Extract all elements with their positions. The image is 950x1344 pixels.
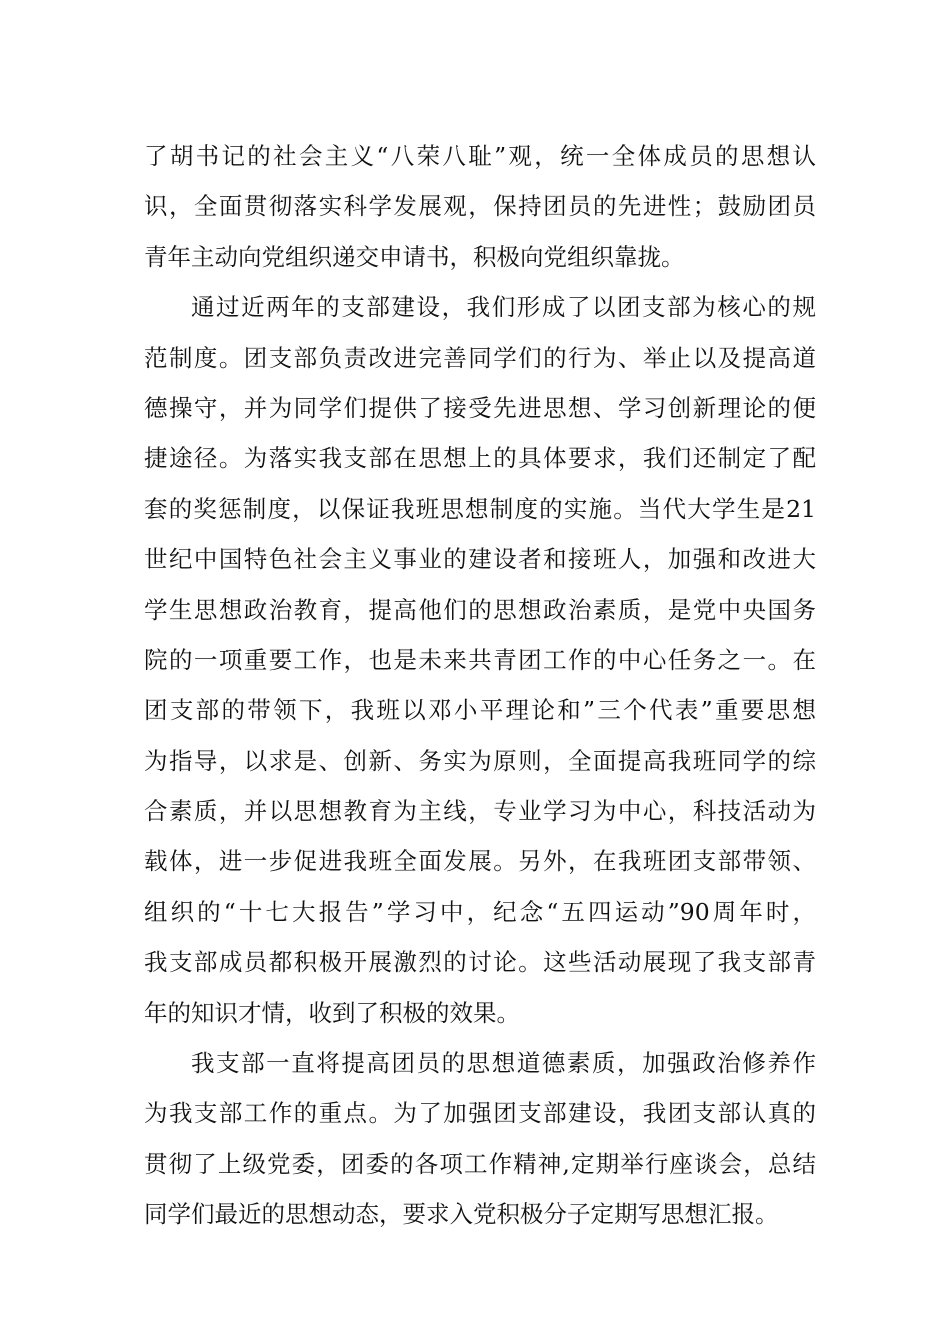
text-line: 捷途径。为落实我支部在思想上的具体要求，我们还制定了配 [144,444,816,473]
text-line: 组织的“十七大报告”学习中，纪念“五四运动”90周年时， [144,897,816,926]
text-line: 学生思想政治教育，提高他们的思想政治素质，是党中央国务 [144,595,816,624]
text-line: 了胡书记的社会主义“八荣八耻”观，统一全体成员的思想认 [144,142,816,170]
paragraph-1 [144,131,816,282]
text-line: 德操守，并为同学们提供了接受先进思想、学习创新理论的便 [144,393,816,422]
text-line: 为指导，以求是、创新、务实为原则，全面提高我班同学的综 [144,746,816,775]
text-line: 团支部的带领下，我班以邓小平理论和”三个代表”重要思想 [144,696,816,725]
text-line: 通过近两年的支部建设，我们形成了以团支部为核心的规 [191,293,816,322]
text-line: 青年主动向党组织递交申请书，积极向党组织靠拢。 [144,242,685,271]
paragraph-3 [144,1038,816,1240]
text-line: 范制度。团支部负责改进完善同学们的行为、举止以及提高道 [144,343,816,372]
text-line: 世纪中国特色社会主义事业的建设者和接班人，加强和改进大 [144,545,816,574]
text-line: 载体，进一步促进我班全面发展。另外，在我班团支部带领、 [144,847,816,876]
text-line: 识，全面贯彻落实科学发展观，保持团员的先进性；鼓励团员 [144,192,816,221]
text-line: 我支部成员都积极开展激烈的讨论。这些活动展现了我支部青 [144,948,816,977]
paragraph-2 [144,282,816,1038]
text-line: 年的知识才情，收到了积极的效果。 [144,998,520,1027]
text-line: 为我支部工作的重点。为了加强团支部建设，我团支部认真的 [144,1099,816,1128]
text-line: 合素质，并以思想教育为主线，专业学习为中心，科技活动为 [144,797,816,826]
text-line: 我支部一直将提高团员的思想道德素质，加强政治修养作 [191,1049,816,1078]
document-body [144,131,816,1240]
text-line: 套的奖惩制度，以保证我班思想制度的实施。当代大学生是21 [144,494,816,523]
text-line: 院的一项重要工作，也是未来共青团工作的中心任务之一。在 [144,645,816,674]
text-line: 同学们最近的思想动态，要求入党积极分子定期写思想汇报。 [144,1200,779,1229]
text-line: 贯彻了上级党委，团委的各项工作精神,定期举行座谈会，总结 [144,1149,816,1178]
